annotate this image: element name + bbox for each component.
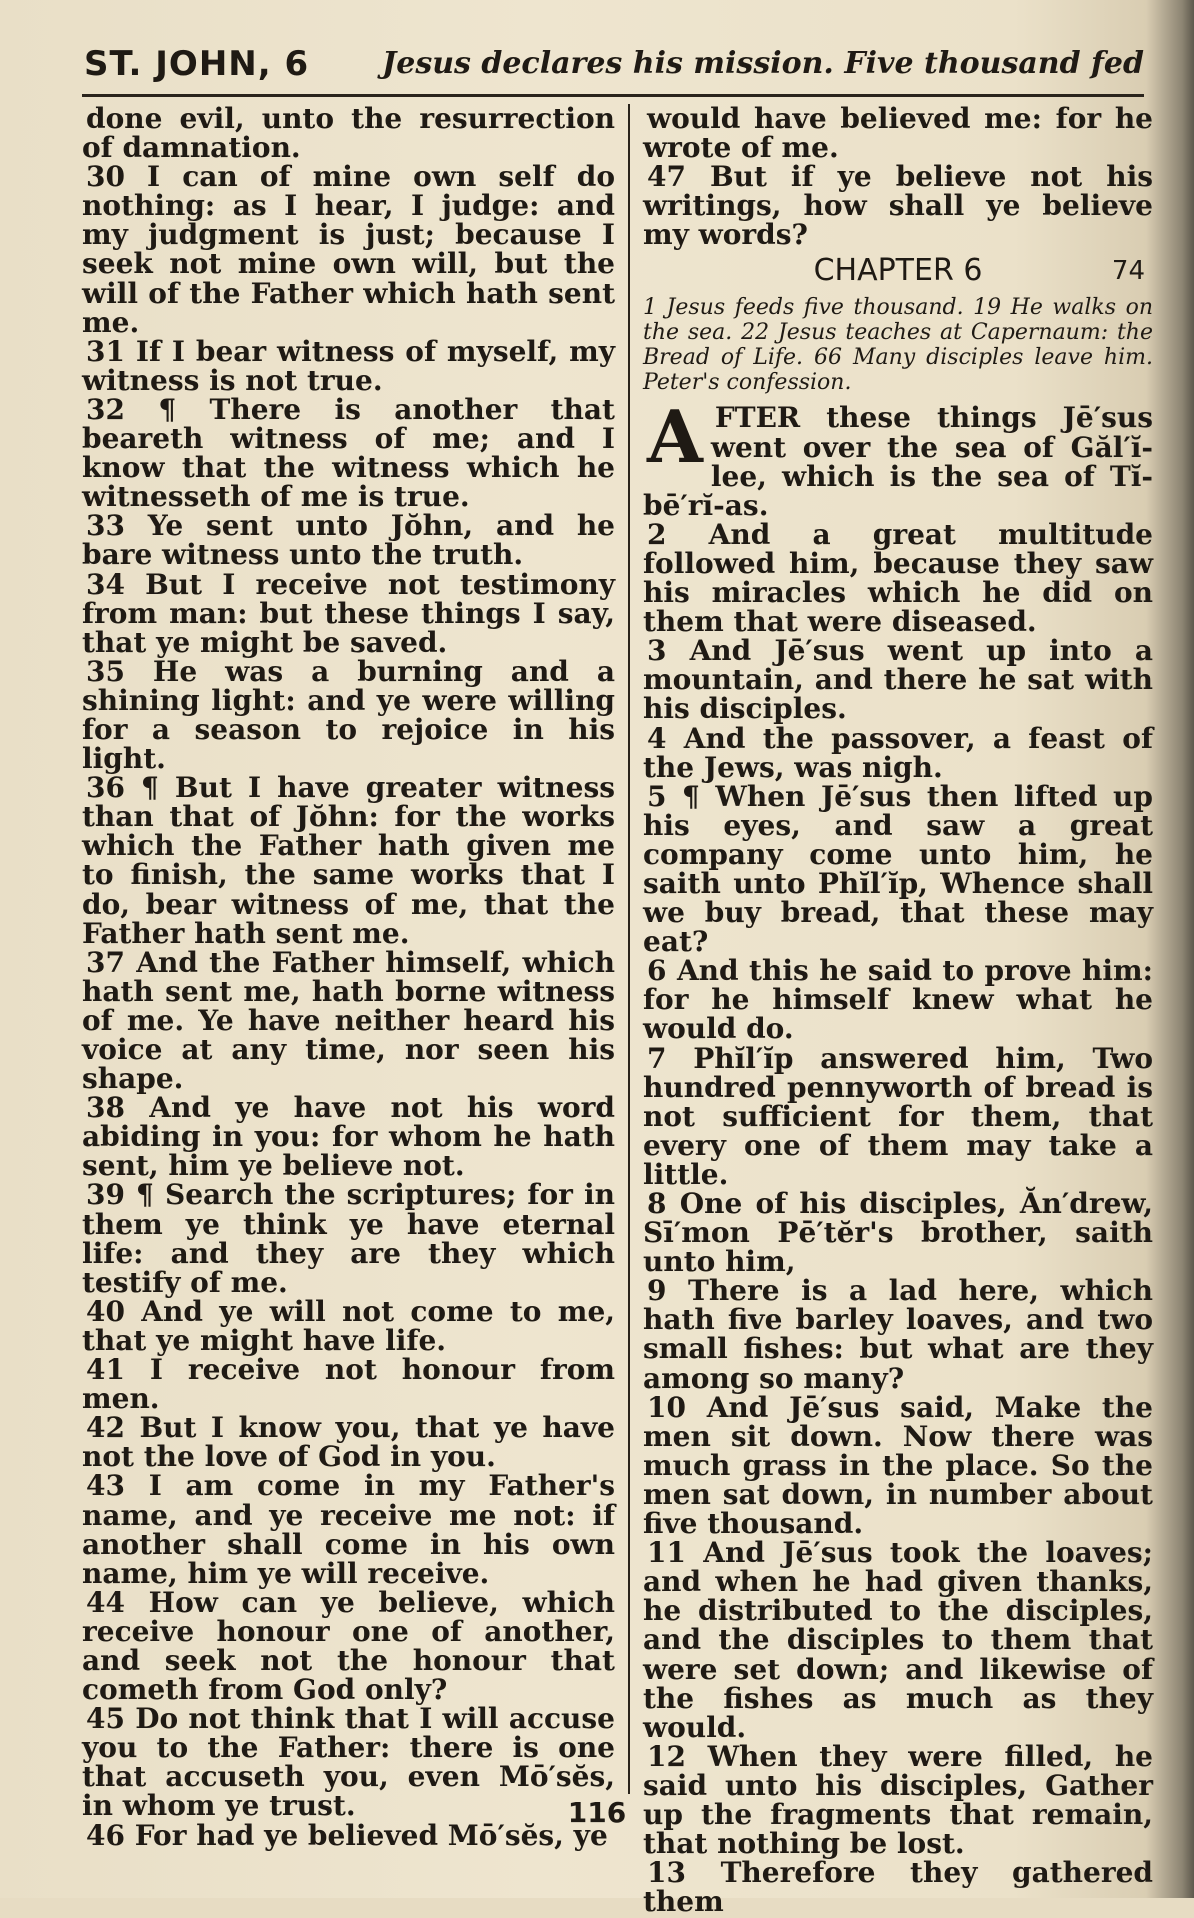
chapter-heading: [643, 253, 1153, 289]
verse-42: 42 But I know you, that ye have not the love of God in you.: [82, 1411, 615, 1474]
verse-13: 13 Therefore they gathered them: [643, 1856, 1153, 1918]
verse-2: 2 And a great multitude followed him, because they saw his miracles which he did on them that were diseased.: [643, 517, 1153, 639]
verse-1-text: FTER these things Jē′sus went over the sea of Găl′ĭ-lee, which is the sea of Tĭ-bē′rĭ-as.: [643, 401, 1153, 522]
verse-39: 39 ¶ Search the scriptures; for in them ye think ye have eternal life: and they are they which testify of me.: [82, 1178, 615, 1299]
running-title: Jesus declares his mission. Five thousand fed: [382, 46, 1144, 81]
column-divider: [628, 104, 630, 1794]
verse-6: 6 And this he said to prove him: for he himself knew what he would do.: [643, 954, 1153, 1046]
chapter-ref-number: 74: [1111, 256, 1145, 287]
verse-37: 37 And the Father himself, which hath sent me, hath borne witness of me. Ye have neither heard his voice at any time, nor seen his shape.: [82, 945, 615, 1096]
verse-3: 3 And Jē′sus went up into a mountain, and there he sat with his disciples.: [643, 634, 1153, 726]
left-column: [82, 104, 615, 1850]
verse-36: 36 ¶ But I have greater witness than that of Jŏhn: for the works which the Father hath given me to finish, the same works that I do, bear witness of me, that the Father hath sent me.: [82, 771, 615, 950]
verse-45: 45 Do not think that I will accuse you to the Father: there is one that accuseth you, even Mō′sĕs, in whom ye trust.: [82, 1702, 615, 1823]
drop-cap: A: [647, 394, 703, 480]
chapter-summary: 1 Jesus feeds five thousand. 19 He walks on the sea. 22 Jesus teaches at Capernaum: the Bread of Life. 66 Many disciples leave him. Peter's confession.: [643, 295, 1153, 396]
verse-5: 5 ¶ When Jē′sus then lifted up his eyes, and saw a great company come unto him, he saith unto Phĭl′ĭp, Whence shall we buy bread, that these may eat?: [643, 779, 1153, 959]
right-column: [643, 104, 1153, 1916]
verse-32: 32 ¶ There is another that beareth witness of me; and I know that the witness which he witnesseth of me is true.: [82, 392, 615, 514]
header-rule: [82, 94, 1144, 97]
verse-1: [643, 394, 1153, 522]
verse-35: 35 He was a burning and a shining light: and ye were willing for a season to rejoice in his light.: [82, 654, 615, 776]
verse-47: 47 But if ye believe not his writings, how shall ye believe my words?: [643, 160, 1153, 252]
page-number: 116: [567, 1796, 627, 1829]
verse-43: 43 I am come in my Father's name, and ye receive me not: if another shall come in his own name, him ye will receive.: [82, 1469, 615, 1590]
verse-12: 12 When they were filled, he said unto his disciples, Gather up the fragments that remain, that nothing be lost.: [643, 1739, 1153, 1861]
verse-continuation: would have believed me: for he wrote of me.: [643, 102, 1153, 165]
chapter-title: CHAPTER 6: [813, 253, 983, 289]
verse-4: 4 And the passover, a feast of the Jews, was nigh.: [643, 721, 1153, 784]
verse-31: 31 If I bear witness of myself, my witness is not true.: [82, 334, 615, 397]
verse-40: 40 And ye will not come to me, that ye might have life.: [82, 1294, 615, 1357]
verse-38: 38 And ye have not his word abiding in you: for whom he hath sent, him ye believe not.: [82, 1091, 615, 1183]
verse-44: 44 How can ye believe, which receive honour one of another, and seek not the honour that cometh from God only?: [82, 1585, 615, 1707]
verse-34: 34 But I receive not testimony from man: but these things I say, that ye might be saved.: [82, 567, 615, 659]
verse-11: 11 And Jē′sus took the loaves; and when he had given thanks, he distributed to the disciples, and the disciples to them that were set down; and likewise of the fishes as much as they would.: [643, 1536, 1153, 1744]
book-chapter-header: ST. JOHN, 6: [84, 44, 310, 84]
verse-30: 30 I can of mine own self do nothing: as I hear, I judge: and my judgment is just; because I seek not mine own will, but the will of the Father which hath sent me.: [82, 160, 615, 339]
verse-10: 10 And Jē′sus said, Make the men sit down. Now there was much grass in the place. So the men sat down, in number about five thousand.: [643, 1390, 1153, 1541]
verse-41: 41 I receive not honour from men.: [82, 1353, 615, 1416]
verse-8: 8 One of his disciples, Ăn′drew, Sī′mon Pē′tĕr's brother, saith unto him,: [643, 1187, 1153, 1279]
verse-33: 33 Ye sent unto Jŏhn, and he bare witness unto the truth.: [82, 509, 615, 572]
verse-9: 9 There is a lad here, which hath five barley loaves, and two small fishes: but what are they among so many?: [643, 1274, 1153, 1395]
verse-7: 7 Phĭl′ĭp answered him, Two hundred pennyworth of bread is not sufficient for them, that every one of them may take a little.: [643, 1041, 1153, 1191]
verse-46: 46 For had ye believed Mō′sĕs, ye: [86, 1818, 608, 1852]
verse-continuation: done evil, unto the resurrection of damnation.: [82, 102, 615, 165]
